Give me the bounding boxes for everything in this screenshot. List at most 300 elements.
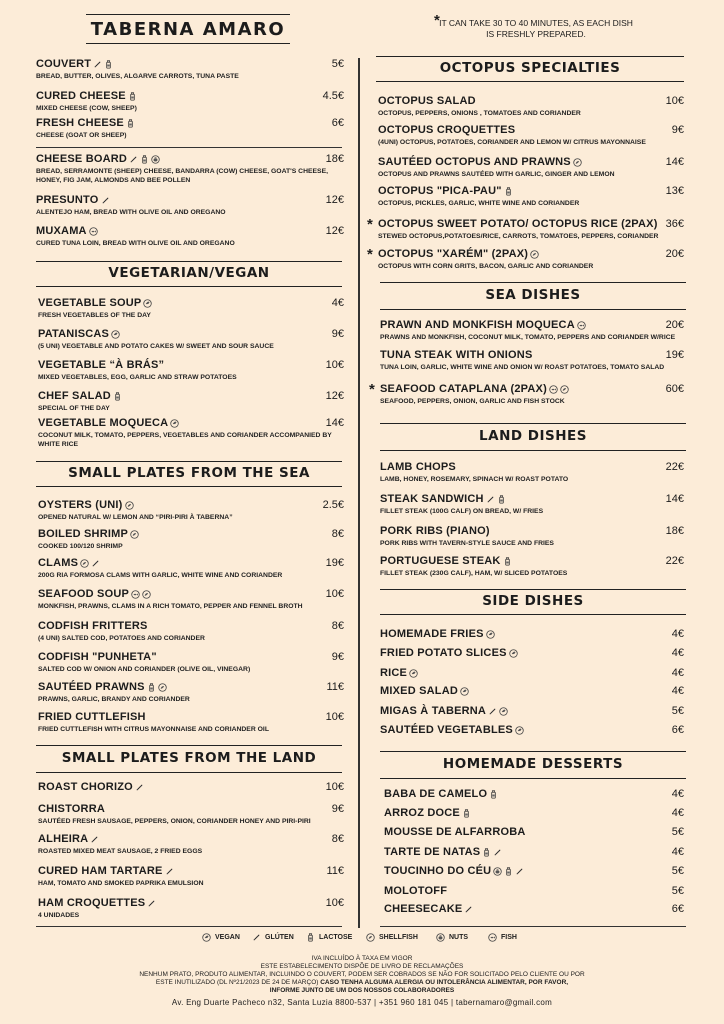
lactose-icon [104, 60, 113, 69]
menu-item [38, 390, 344, 413]
legend-label: VEGAN [215, 934, 240, 941]
item-name-text: SEAFOOD SOUP [38, 588, 130, 600]
item-name [380, 667, 684, 679]
item-price: 4€ [671, 807, 684, 819]
item-name [38, 359, 344, 371]
lactose-icon [504, 187, 513, 196]
gluten-icon [135, 783, 144, 792]
item-name-text: ARROZ DOCE [384, 807, 460, 819]
item-description: OCTOPUS WITH CORN GRITS, BACON, GARLIC AND CORIANDER [378, 263, 594, 270]
nuts-icon [436, 933, 445, 942]
item-name-text: VEGETABLE MOQUECA [38, 417, 169, 429]
legend-item [200, 933, 240, 942]
item-name-text: FRIED POTATO SLICES [380, 647, 507, 659]
contact-line: Av. Eng Duarte Pacheco n32, Santa Luzia 8800-537 | +351 960 181 045 | tabernamaro@gmail.com [171, 998, 553, 1007]
section-heading: SIDE DISHES [380, 589, 686, 615]
gluten-icon [147, 899, 156, 908]
menu-item [38, 897, 344, 920]
item-description: FRESH VEGETABLES OF THE DAY [38, 312, 151, 319]
item-name [380, 724, 684, 736]
preparation-note [434, 12, 636, 40]
item-name [380, 383, 684, 395]
lactose-icon [504, 867, 513, 876]
item-description: HAM, TOMATO AND SMOKED PAPRIKA EMULSION [38, 880, 204, 887]
item-name [380, 555, 684, 567]
menu-item [36, 225, 344, 248]
item-description: MIXED CHEESE (COW, SHEEP) [36, 105, 137, 112]
item-price: 4€ [331, 297, 344, 309]
item-name-text: TOUCINHO DO CÉU [384, 865, 492, 877]
shellfish-icon [573, 158, 582, 167]
item-name [380, 525, 684, 537]
vegan-icon [509, 649, 518, 658]
footer-allergy [130, 979, 594, 987]
item-name [380, 493, 684, 505]
shellfish-icon [125, 501, 134, 510]
menu-item [384, 865, 684, 877]
item-price: 22€ [665, 461, 684, 473]
item-name-text: MOLOTOFF [384, 885, 448, 897]
menu-item [38, 865, 344, 888]
menu-item [384, 826, 684, 838]
footer-inform: INFORME JUNTO DE UM DOS NOSSOS COLABORADORES [269, 987, 455, 994]
item-description: MIXED VEGETABLES, EGG, GARLIC AND STRAW POTATOES [38, 374, 237, 381]
item-name [384, 865, 684, 877]
nuts-icon [493, 867, 502, 876]
menu-item [380, 461, 684, 484]
gluten-icon [515, 867, 524, 876]
shellfish-icon [142, 590, 151, 599]
menu-item [380, 647, 684, 659]
menu-item [36, 90, 344, 113]
item-name [38, 528, 344, 540]
vegan-icon [486, 630, 495, 639]
menu-item [38, 651, 344, 674]
menu-item [36, 194, 344, 217]
lactose-icon [113, 392, 122, 401]
menu-item [38, 781, 344, 793]
item-name [38, 865, 344, 877]
menu-item [380, 555, 684, 578]
menu-item [36, 153, 344, 185]
item-name-text: PORK RIBS (PIANO) [380, 525, 490, 537]
item-name [380, 628, 684, 640]
item-name [380, 349, 684, 361]
menu-item [367, 216, 684, 241]
item-description: OCTOPUS AND PRAWNS SAUTÉED WITH GARLIC, GINGER AND LEMON [378, 171, 615, 178]
signature-asterisk: * [367, 246, 373, 263]
item-description: SPECIAL OF THE DAY [38, 405, 110, 412]
item-price: 36€ [665, 218, 684, 230]
item-name [38, 897, 344, 909]
item-description: LAMB, HONEY, ROSEMARY, SPINACH W/ ROAST POTATO [380, 476, 569, 483]
menu-item [38, 297, 344, 320]
signature-asterisk: * [367, 216, 373, 233]
item-name-text: FRESH CHEESE [36, 117, 124, 129]
item-name-text: MIGAS À TABERNA [380, 705, 487, 717]
item-name [38, 781, 344, 793]
section-heading: OCTOPUS SPECIALTIES [376, 56, 684, 82]
lactose-icon [482, 848, 491, 857]
item-price: 4€ [671, 647, 684, 659]
legend-item [364, 933, 418, 942]
legend-label: GLÚTEN [265, 934, 294, 941]
menu-item [38, 681, 344, 704]
lactose-icon [147, 683, 156, 692]
note-line-2: IS FRESHLY PREPARED. [486, 29, 586, 39]
item-price: 4€ [671, 846, 684, 858]
item-price: 10€ [325, 897, 344, 909]
item-name-text: SAUTÉED VEGETABLES [380, 724, 513, 736]
item-price: 5€ [671, 865, 684, 877]
item-price: 11€ [326, 681, 344, 693]
section-heading: SEA DISHES [380, 282, 686, 310]
starters-divider [36, 147, 342, 148]
item-name-text: OCTOPUS SALAD [378, 95, 476, 107]
item-name-text: OCTOPUS "XARÉM" (2PAX) [378, 248, 529, 260]
item-name [380, 685, 684, 697]
item-description: COCONUT MILK, TOMATO, PEPPERS, VEGETABLES AND CORIANDER ACCOMPANIED BY WHITE RICE [38, 432, 332, 448]
item-name-text: CHEESECAKE [384, 903, 463, 915]
footer-law: ESTE INUTILIZADO (DL Nº21/2023 DE 24 DE MARÇO) [155, 979, 319, 986]
lactose-icon [126, 119, 135, 128]
item-price: 14€ [665, 493, 684, 505]
menu-item [378, 95, 684, 118]
menu-item [38, 417, 344, 449]
item-price: 12€ [325, 194, 344, 206]
menu-item [380, 705, 684, 717]
item-description: SEAFOOD, PEPPERS, ONION, GARLIC AND FISH STOCK [380, 398, 565, 405]
item-name-text: SEAFOOD CATAPLANA (2PAX) [380, 383, 547, 395]
item-name-text: PRAWN AND MONKFISH MOQUECA [380, 319, 575, 331]
item-name-text: OCTOPUS CROQUETTES [378, 124, 516, 136]
menu-item [369, 381, 684, 406]
menu-item [380, 628, 684, 640]
item-name [36, 117, 344, 129]
item-description: COOKED 100/120 SHRIMP [38, 543, 123, 550]
item-price: 8€ [331, 833, 344, 845]
item-name-text: CODFISH "PUNHETA" [38, 651, 157, 663]
item-price: 19€ [325, 557, 344, 569]
item-price: 9€ [331, 651, 344, 663]
fish-icon [488, 933, 497, 942]
item-name [378, 218, 684, 230]
item-price: 6€ [671, 724, 684, 736]
item-name-text: TUNA STEAK WITH ONIONS [380, 349, 533, 361]
section-heading: HOMEMADE DESSERTS [380, 751, 686, 779]
gluten-icon [101, 196, 110, 205]
item-description: BREAD, SERRAMONTE (SHEEP) CHEESE, BANDARRA (COW) CHEESE, GOAT'S CHEESE, HONEY, FIG JAM, ALMONDS AND BEE POLLEN [36, 168, 329, 184]
item-price: 12€ [325, 225, 344, 237]
vegan-icon [170, 419, 179, 428]
item-name-text: BOILED SHRIMP [38, 528, 128, 540]
desserts-bottom-divider [380, 926, 686, 927]
item-name-text: PATANISCAS [38, 328, 110, 340]
lactose-icon [128, 92, 137, 101]
item-price: 8€ [331, 620, 344, 632]
item-price: 10€ [325, 711, 344, 723]
menu-item [378, 185, 684, 208]
item-name-text: MOUSSE DE ALFARROBA [384, 826, 526, 838]
menu-item [38, 359, 344, 382]
item-name-text: MUXAMA [36, 225, 87, 237]
section-heading: LAND DISHES [380, 423, 686, 451]
gluten-icon [252, 933, 261, 942]
item-name [38, 588, 344, 600]
item-description: MONKFISH, PRAWNS, CLAMS IN A RICH TOMATO, PEPPER AND FENNEL BROTH [38, 603, 303, 610]
item-name [38, 803, 344, 815]
item-name [380, 647, 684, 659]
menu-item [380, 667, 684, 679]
item-price: 4.5€ [322, 90, 344, 102]
gluten-icon [464, 905, 473, 914]
lactose-icon [306, 933, 315, 942]
item-price: 22€ [665, 555, 684, 567]
shellfish-icon [80, 559, 89, 568]
menu-item [378, 124, 684, 147]
menu-item [380, 493, 684, 516]
item-name [384, 846, 684, 858]
allergen-legend [200, 933, 540, 947]
item-description: FRIED CUTTLEFISH WITH CITRUS MAYONNAISE AND CORIANDER OIL [38, 726, 269, 733]
item-name-text: TARTE DE NATAS [384, 846, 481, 858]
item-price: 13€ [665, 185, 684, 197]
item-description: SALTED COD W/ ONION AND CORIANDER (OLIVE OIL, VINEGAR) [38, 666, 251, 673]
item-description: CHEESE (GOAT OR SHEEP) [36, 132, 127, 139]
item-description: TUNA LOIN, GARLIC, WHITE WINE AND ONION W/ ROAST POTATOES, TOMATO SALAD [380, 364, 665, 371]
item-price: 4€ [671, 685, 684, 697]
item-name-text: CODFISH FRITTERS [38, 620, 148, 632]
item-price: 14€ [665, 156, 684, 168]
gluten-icon [129, 155, 138, 164]
lactose-icon [462, 809, 471, 818]
item-name-text: LAMB CHOPS [380, 461, 456, 473]
restaurant-title: TABERNA AMARO [90, 19, 286, 40]
item-price: 5€ [331, 58, 344, 70]
item-name [378, 95, 684, 107]
item-description: ALENTEJO HAM, BREAD WITH OLIVE OIL AND OREGANO [36, 209, 226, 216]
item-name [378, 185, 684, 197]
item-name [384, 903, 684, 915]
shellfish-icon [130, 530, 139, 539]
item-price: 4€ [671, 667, 684, 679]
item-name-text: SAUTÉED OCTOPUS AND PRAWNS [378, 156, 571, 168]
item-price: 9€ [331, 328, 344, 340]
section-heading: SMALL PLATES FROM THE SEA [36, 461, 342, 487]
item-price: 20€ [665, 319, 684, 331]
item-name-text: OYSTERS (UNI) [38, 499, 123, 511]
menu-item [367, 246, 684, 271]
item-name-text: COUVERT [36, 58, 92, 70]
item-description: PORK RIBS WITH TAVERN-STYLE SAUCE AND FRIES [380, 540, 554, 547]
menu-item [384, 846, 684, 858]
menu-item [38, 557, 344, 580]
gluten-icon [90, 835, 99, 844]
menu-item [36, 58, 344, 81]
item-name [38, 557, 344, 569]
brand-box [86, 14, 290, 44]
menu-item [36, 117, 344, 140]
item-price: 2.5€ [322, 499, 344, 511]
item-price: 10€ [325, 781, 344, 793]
item-name [378, 124, 684, 136]
item-name [38, 328, 344, 340]
legend-item [304, 933, 352, 942]
footer-couvert: NENHUM PRATO, PRODUTO ALIMENTAR, INCLUINDO O COUVERT, PODEM SER COBRADOS SE NÃO FOR SOLICITADO PELO CLIENTE OU POR [139, 971, 585, 978]
item-name-text: CURED CHEESE [36, 90, 126, 102]
signature-asterisk: * [369, 381, 375, 398]
menu-item [38, 620, 344, 643]
menu-item [378, 156, 684, 179]
item-name-text: CURED HAM TARTARE [38, 865, 163, 877]
item-name-text: ALHEIRA [38, 833, 89, 845]
item-name-text: HAM CROQUETTES [38, 897, 146, 909]
vegan-icon [409, 669, 418, 678]
item-name [38, 681, 344, 693]
item-name-text: CHEESE BOARD [36, 153, 128, 165]
legend-label: LACTOSE [319, 934, 353, 941]
item-price: 10€ [325, 359, 344, 371]
item-name [384, 826, 684, 838]
vegan-icon [499, 707, 508, 716]
item-name [380, 705, 684, 717]
menu-item [384, 903, 684, 915]
legend-item [486, 933, 517, 942]
menu-item [38, 588, 344, 611]
item-price: 10€ [325, 588, 344, 600]
note-line-1: IT CAN TAKE 30 TO 40 MINUTES, AS EACH DISH [439, 18, 633, 28]
item-price: 60€ [665, 383, 684, 395]
menu-item [380, 319, 684, 342]
menu-item [38, 833, 344, 856]
legend-label: NUTS [449, 934, 469, 941]
item-description: SAUTÉED FRESH SAUSAGE, PEPPERS, ONION, CORIANDER HONEY AND PIRI-PIRI [38, 818, 311, 825]
item-description: FILLET STEAK (100G CALF) ON BREAD, W/ FRIES [380, 508, 544, 515]
item-description: (4 UNI) SALTED COD, POTATOES AND CORIANDER [38, 635, 205, 642]
lactose-icon [489, 790, 498, 799]
menu-item [38, 499, 344, 522]
item-price: 18€ [665, 525, 684, 537]
legend-item [250, 933, 294, 942]
lactose-icon [140, 155, 149, 164]
menu-item [38, 328, 344, 351]
item-name [36, 225, 344, 237]
item-name [380, 319, 684, 331]
item-price: 18€ [325, 153, 344, 165]
item-description: PRAWNS, GARLIC, BRANDY AND CORIANDER [38, 696, 190, 703]
menu-item [38, 528, 344, 551]
item-name [38, 390, 344, 402]
item-description: ROASTED MIXED MEAT SAUSAGE, 2 FRIED EGGS [38, 848, 203, 855]
fish-icon [131, 590, 140, 599]
shellfish-icon [158, 683, 167, 692]
fish-icon [89, 227, 98, 236]
note-asterisk: * [434, 12, 440, 29]
footer-complaints: ESTE ESTABELECIMENTO DISPÕE DE LIVRO DE RECLAMAÇÕES [260, 963, 464, 970]
menu-item [38, 711, 344, 734]
item-name [36, 90, 344, 102]
item-name [384, 788, 684, 800]
item-description: OPENED NATURAL W/ LEMON AND “PIRI-PIRI À TABERNA” [38, 514, 233, 521]
lactose-icon [497, 495, 506, 504]
item-name [36, 153, 344, 165]
legend-label: SHELLFISH [379, 934, 418, 941]
item-name-text: OCTOPUS "PICA-PAU" [378, 185, 502, 197]
item-name [384, 885, 684, 897]
item-name [38, 620, 344, 632]
item-price: 9€ [671, 124, 684, 136]
gluten-icon [93, 60, 102, 69]
item-price: 5€ [671, 826, 684, 838]
item-name-text: ROAST CHORIZO [38, 781, 133, 793]
menu-item [384, 807, 684, 819]
item-name [384, 807, 684, 819]
item-name-text: RICE [380, 667, 408, 679]
item-name-text: BABA DE CAMELO [384, 788, 488, 800]
vegan-icon [143, 299, 152, 308]
section-heading: SMALL PLATES FROM THE LAND [36, 745, 342, 773]
item-price: 6€ [331, 117, 344, 129]
shellfish-icon [560, 385, 569, 394]
item-name-text: OCTOPUS SWEET POTATO/ OCTOPUS RICE (2PAX) [378, 218, 658, 230]
item-name-text: FRIED CUTTLEFISH [38, 711, 146, 723]
item-name-text: PORTUGUESE STEAK [380, 555, 501, 567]
menu-item [384, 788, 684, 800]
gluten-icon [488, 707, 497, 716]
gluten-icon [493, 848, 502, 857]
item-name [36, 58, 344, 70]
item-name [38, 499, 344, 511]
legal-footer [130, 955, 594, 995]
item-name-text: HOMEMADE FRIES [380, 628, 484, 640]
item-name [38, 417, 344, 429]
vegan-icon [111, 330, 120, 339]
menu-item [380, 685, 684, 697]
menu-item [384, 885, 684, 897]
item-name-text: STEAK SANDWICH [380, 493, 484, 505]
fish-icon [577, 321, 586, 330]
legend-label: FISH [501, 934, 517, 941]
item-price: 10€ [665, 95, 684, 107]
item-description: (5 UNI) VEGETABLE AND POTATO CAKES W/ SWEET AND SOUR SAUCE [38, 343, 274, 350]
shellfish-icon [366, 933, 375, 942]
column-divider [358, 58, 360, 928]
land-bottom-divider [36, 926, 342, 927]
shellfish-icon [530, 250, 539, 259]
item-name-text: SAUTÉED PRAWNS [38, 681, 145, 693]
item-description: OCTOPUS, PICKLES, GARLIC, WHITE WINE AND CORIANDER [378, 200, 580, 207]
gluten-icon [165, 867, 174, 876]
item-description: (4UNI) OCTOPUS, POTATOES, CORIANDER AND LEMON W/ CITRUS MAYONNAISE [378, 139, 646, 146]
menu-item [380, 724, 684, 736]
legend-item [434, 933, 468, 942]
item-name [38, 651, 344, 663]
item-name [36, 194, 344, 206]
item-description: FILLET STEAK (230G CALF), HAM, W/ SLICED POTATOES [380, 570, 568, 577]
item-price: 9€ [331, 803, 344, 815]
item-description: BREAD, BUTTER, OLIVES, ALGARVE CARROTS, TUNA PASTE [36, 73, 239, 80]
item-name-text: VEGETABLE “À BRÁS” [38, 359, 165, 371]
item-name-text: CLAMS [38, 557, 79, 569]
item-name-text: PRESUNTO [36, 194, 99, 206]
item-name [38, 711, 344, 723]
item-price: 19€ [665, 349, 684, 361]
gluten-icon [486, 495, 495, 504]
item-description: STEWED OCTOPUS,POTATOES/RICE, CARROTS, TOMATOES, PEPPERS, CORIANDER [378, 233, 659, 240]
item-name-text: MIXED SALAD [380, 685, 458, 697]
item-price: 4€ [671, 628, 684, 640]
item-description: 200G RIA FORMOSA CLAMS WITH GARLIC, WHITE WINE AND CORIANDER [38, 572, 283, 579]
